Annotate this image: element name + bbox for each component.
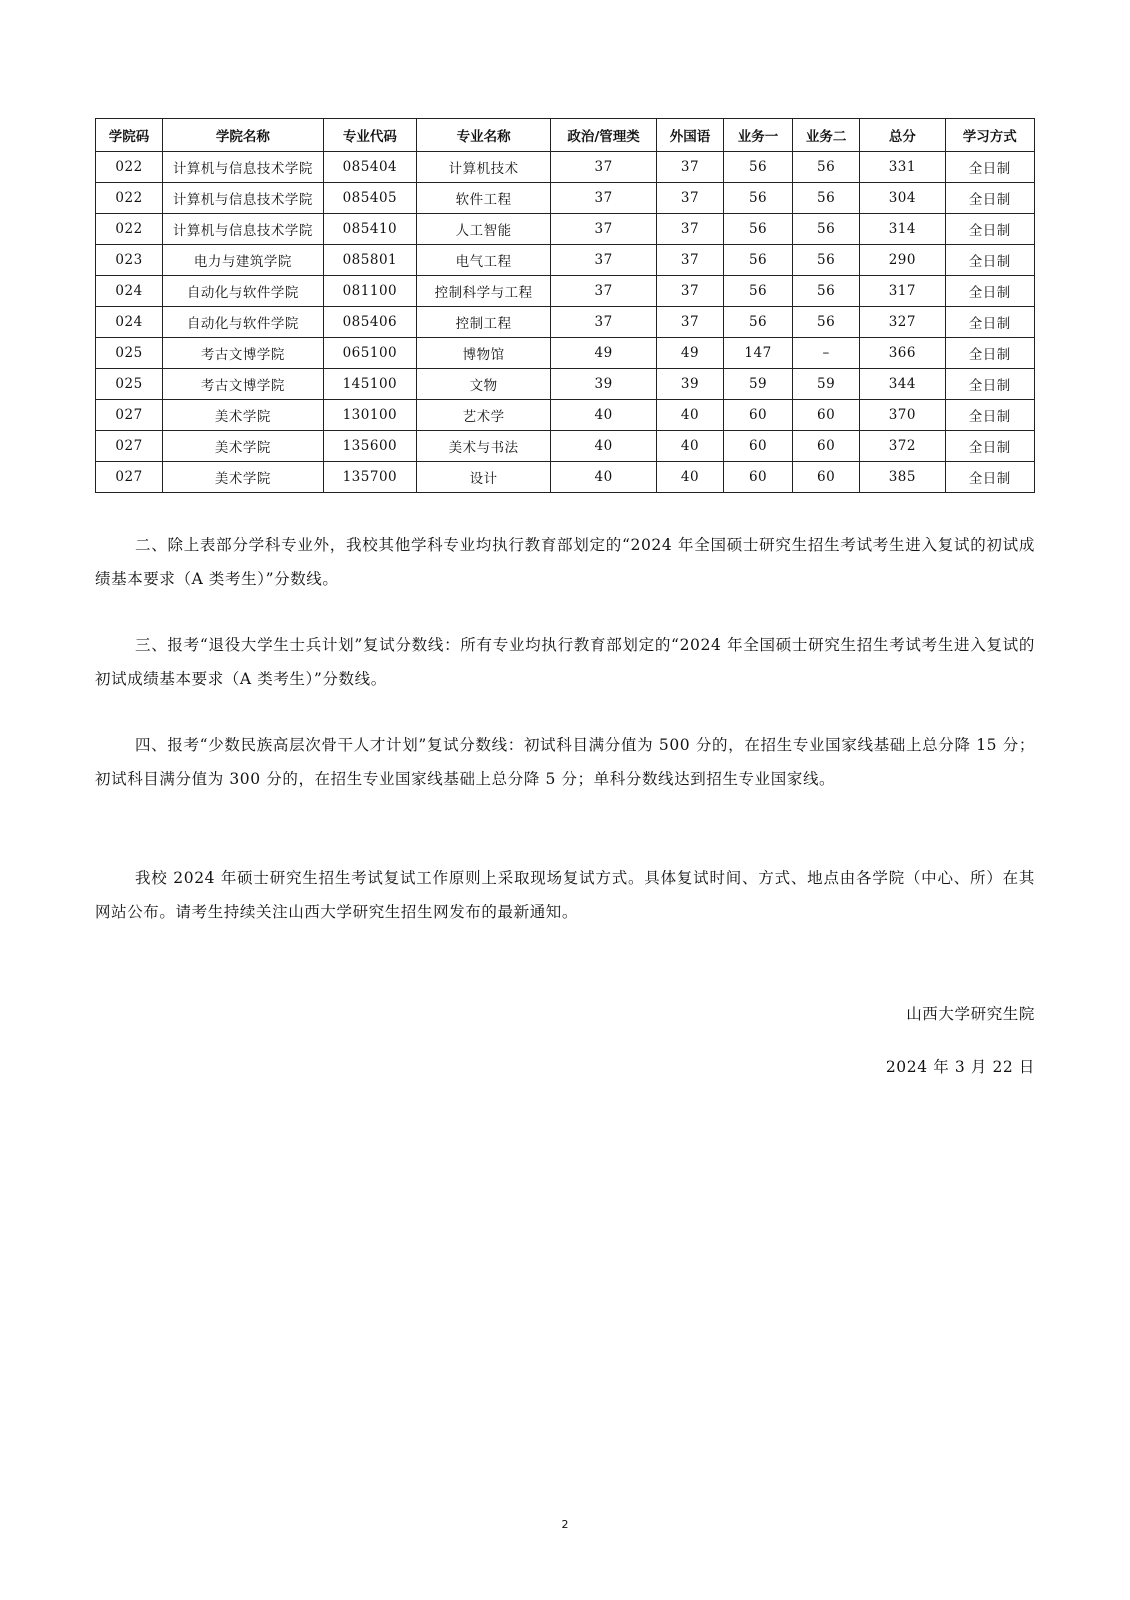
cell-major-code: 085406	[323, 307, 416, 338]
cell-politics: 40	[551, 431, 657, 462]
cell-foreign-language: 49	[656, 338, 723, 369]
cell-subject-one: 60	[724, 400, 793, 431]
cell-study-mode: 全日制	[945, 152, 1034, 183]
table-row	[96, 369, 1035, 400]
cell-subject-two: –	[793, 338, 860, 369]
cell-politics: 49	[551, 338, 657, 369]
table-row	[96, 400, 1035, 431]
cell-subject-one: 56	[724, 245, 793, 276]
cell-major-name: 电气工程	[417, 245, 551, 276]
cell-total: 327	[860, 307, 945, 338]
cell-subject-two: 56	[793, 152, 860, 183]
cell-subject-two: 56	[793, 276, 860, 307]
table-row	[96, 214, 1035, 245]
header-subject-one: 业务一	[724, 119, 793, 152]
cell-college-code: 024	[96, 276, 163, 307]
cell-college-code: 024	[96, 307, 163, 338]
cell-major-code: 085801	[323, 245, 416, 276]
table-row	[96, 245, 1035, 276]
cell-major-code: 135600	[323, 431, 416, 462]
cell-subject-one: 147	[724, 338, 793, 369]
paragraph-three: 三、报考“退役大学生士兵计划”复试分数线：所有专业均执行教育部划定的“2024 年全国硕士研究生招生考试考生进入复试的初试成绩基本要求（A 类考生）”分数线。	[95, 635, 1035, 688]
cell-college-code: 022	[96, 152, 163, 183]
table-row	[96, 307, 1035, 338]
cell-major-code: 085410	[323, 214, 416, 245]
paragraph-closing: 我校 2024 年硕士研究生招生考试复试工作原则上采取现场复试方式。具体复试时间、方式、地点由各学院（中心、所）在其网站公布。请考生持续关注山西大学研究生招生网发布的最新通知。	[95, 868, 1035, 921]
cell-major-name: 设计	[417, 462, 551, 493]
cell-study-mode: 全日制	[945, 369, 1034, 400]
cell-subject-one: 56	[724, 183, 793, 214]
cell-major-code: 081100	[323, 276, 416, 307]
cell-foreign-language: 37	[656, 152, 723, 183]
cell-total: 366	[860, 338, 945, 369]
cell-foreign-language: 37	[656, 307, 723, 338]
cell-major-code: 085404	[323, 152, 416, 183]
cell-major-name: 艺术学	[417, 400, 551, 431]
cell-foreign-language: 40	[656, 400, 723, 431]
table-row	[96, 152, 1035, 183]
header-total: 总分	[860, 119, 945, 152]
cell-major-name: 控制科学与工程	[417, 276, 551, 307]
cell-major-name: 文物	[417, 369, 551, 400]
cell-politics: 37	[551, 276, 657, 307]
header-politics: 政治/管理类	[551, 119, 657, 152]
cell-total: 370	[860, 400, 945, 431]
cell-major-name: 控制工程	[417, 307, 551, 338]
cell-foreign-language: 39	[656, 369, 723, 400]
cell-college-code: 022	[96, 214, 163, 245]
cell-subject-one: 60	[724, 431, 793, 462]
cell-college-name: 美术学院	[163, 431, 324, 462]
cell-major-code: 085405	[323, 183, 416, 214]
cell-politics: 37	[551, 183, 657, 214]
cell-subject-one: 56	[724, 214, 793, 245]
cell-total: 304	[860, 183, 945, 214]
cell-politics: 40	[551, 462, 657, 493]
cell-foreign-language: 37	[656, 183, 723, 214]
cell-politics: 37	[551, 245, 657, 276]
cell-subject-one: 56	[724, 307, 793, 338]
cell-subject-two: 60	[793, 431, 860, 462]
cell-subject-two: 56	[793, 183, 860, 214]
cell-subject-two: 56	[793, 214, 860, 245]
cell-major-name: 软件工程	[417, 183, 551, 214]
table-row	[96, 431, 1035, 462]
cell-politics: 40	[551, 400, 657, 431]
cell-major-name: 美术与书法	[417, 431, 551, 462]
cell-total: 385	[860, 462, 945, 493]
cell-total: 372	[860, 431, 945, 462]
cell-college-name: 电力与建筑学院	[163, 245, 324, 276]
signature-organization: 山西大学研究生院	[906, 1005, 1035, 1023]
cell-major-code: 130100	[323, 400, 416, 431]
paragraph-four: 四、报考“少数民族高层次骨干人才计划”复试分数线：初试科目满分值为 500 分的，在招生专业国家线基础上总分降 15 分；初试科目满分值为 300 分的，在招生专业国家线基础上总分降 5 分；单科分数线达到招生专业国家线。	[95, 735, 1035, 788]
cell-total: 314	[860, 214, 945, 245]
cell-study-mode: 全日制	[945, 462, 1034, 493]
header-foreign-language: 外国语	[656, 119, 723, 152]
header-college-name: 学院名称	[163, 119, 324, 152]
header-subject-two: 业务二	[793, 119, 860, 152]
cell-politics: 37	[551, 152, 657, 183]
cell-politics: 39	[551, 369, 657, 400]
cell-politics: 37	[551, 307, 657, 338]
cell-foreign-language: 37	[656, 276, 723, 307]
page-number: 2	[561, 1518, 569, 1531]
cell-college-name: 计算机与信息技术学院	[163, 214, 324, 245]
cell-subject-one: 60	[724, 462, 793, 493]
cell-major-name: 博物馆	[417, 338, 551, 369]
cell-major-code: 065100	[323, 338, 416, 369]
cell-study-mode: 全日制	[945, 245, 1034, 276]
cell-study-mode: 全日制	[945, 214, 1034, 245]
cell-college-name: 考古文博学院	[163, 369, 324, 400]
header-college-code: 学院码	[96, 119, 163, 152]
cell-college-name: 美术学院	[163, 462, 324, 493]
cell-foreign-language: 37	[656, 214, 723, 245]
cell-study-mode: 全日制	[945, 338, 1034, 369]
score-table	[95, 118, 1035, 493]
cell-subject-one: 56	[724, 152, 793, 183]
cell-college-code: 027	[96, 462, 163, 493]
cell-study-mode: 全日制	[945, 307, 1034, 338]
cell-college-code: 025	[96, 338, 163, 369]
cell-study-mode: 全日制	[945, 276, 1034, 307]
cell-subject-two: 59	[793, 369, 860, 400]
cell-college-code: 027	[96, 431, 163, 462]
cell-college-name: 计算机与信息技术学院	[163, 152, 324, 183]
cell-subject-one: 59	[724, 369, 793, 400]
cell-college-code: 022	[96, 183, 163, 214]
table-row	[96, 183, 1035, 214]
cell-major-code: 145100	[323, 369, 416, 400]
header-major-code: 专业代码	[323, 119, 416, 152]
cell-major-code: 135700	[323, 462, 416, 493]
cell-total: 344	[860, 369, 945, 400]
header-study-mode: 学习方式	[945, 119, 1034, 152]
cell-college-name: 自动化与软件学院	[163, 307, 324, 338]
signature-date: 2024 年 3 月 22 日	[885, 1058, 1035, 1076]
cell-total: 331	[860, 152, 945, 183]
cell-study-mode: 全日制	[945, 400, 1034, 431]
table-row	[96, 276, 1035, 307]
cell-college-name: 计算机与信息技术学院	[163, 183, 324, 214]
cell-foreign-language: 40	[656, 462, 723, 493]
header-major-name: 专业名称	[417, 119, 551, 152]
cell-college-code: 025	[96, 369, 163, 400]
cell-foreign-language: 37	[656, 245, 723, 276]
paragraph-two: 二、除上表部分学科专业外，我校其他学科专业均执行教育部划定的“2024 年全国硕士研究生招生考试考生进入复试的初试成绩基本要求（A 类考生）”分数线。	[95, 535, 1035, 588]
cell-study-mode: 全日制	[945, 183, 1034, 214]
cell-subject-two: 60	[793, 462, 860, 493]
cell-politics: 37	[551, 214, 657, 245]
table-body	[96, 152, 1035, 493]
cell-subject-two: 56	[793, 245, 860, 276]
cell-total: 290	[860, 245, 945, 276]
cell-college-name: 美术学院	[163, 400, 324, 431]
cell-college-name: 考古文博学院	[163, 338, 324, 369]
cell-college-code: 027	[96, 400, 163, 431]
cell-major-name: 人工智能	[417, 214, 551, 245]
table-header-row	[96, 119, 1035, 152]
cell-subject-two: 56	[793, 307, 860, 338]
cell-subject-one: 56	[724, 276, 793, 307]
cell-total: 317	[860, 276, 945, 307]
cell-subject-two: 60	[793, 400, 860, 431]
cell-major-name: 计算机技术	[417, 152, 551, 183]
cell-study-mode: 全日制	[945, 431, 1034, 462]
table-row	[96, 462, 1035, 493]
cell-college-name: 自动化与软件学院	[163, 276, 324, 307]
cell-college-code: 023	[96, 245, 163, 276]
cell-foreign-language: 40	[656, 431, 723, 462]
table-row	[96, 338, 1035, 369]
